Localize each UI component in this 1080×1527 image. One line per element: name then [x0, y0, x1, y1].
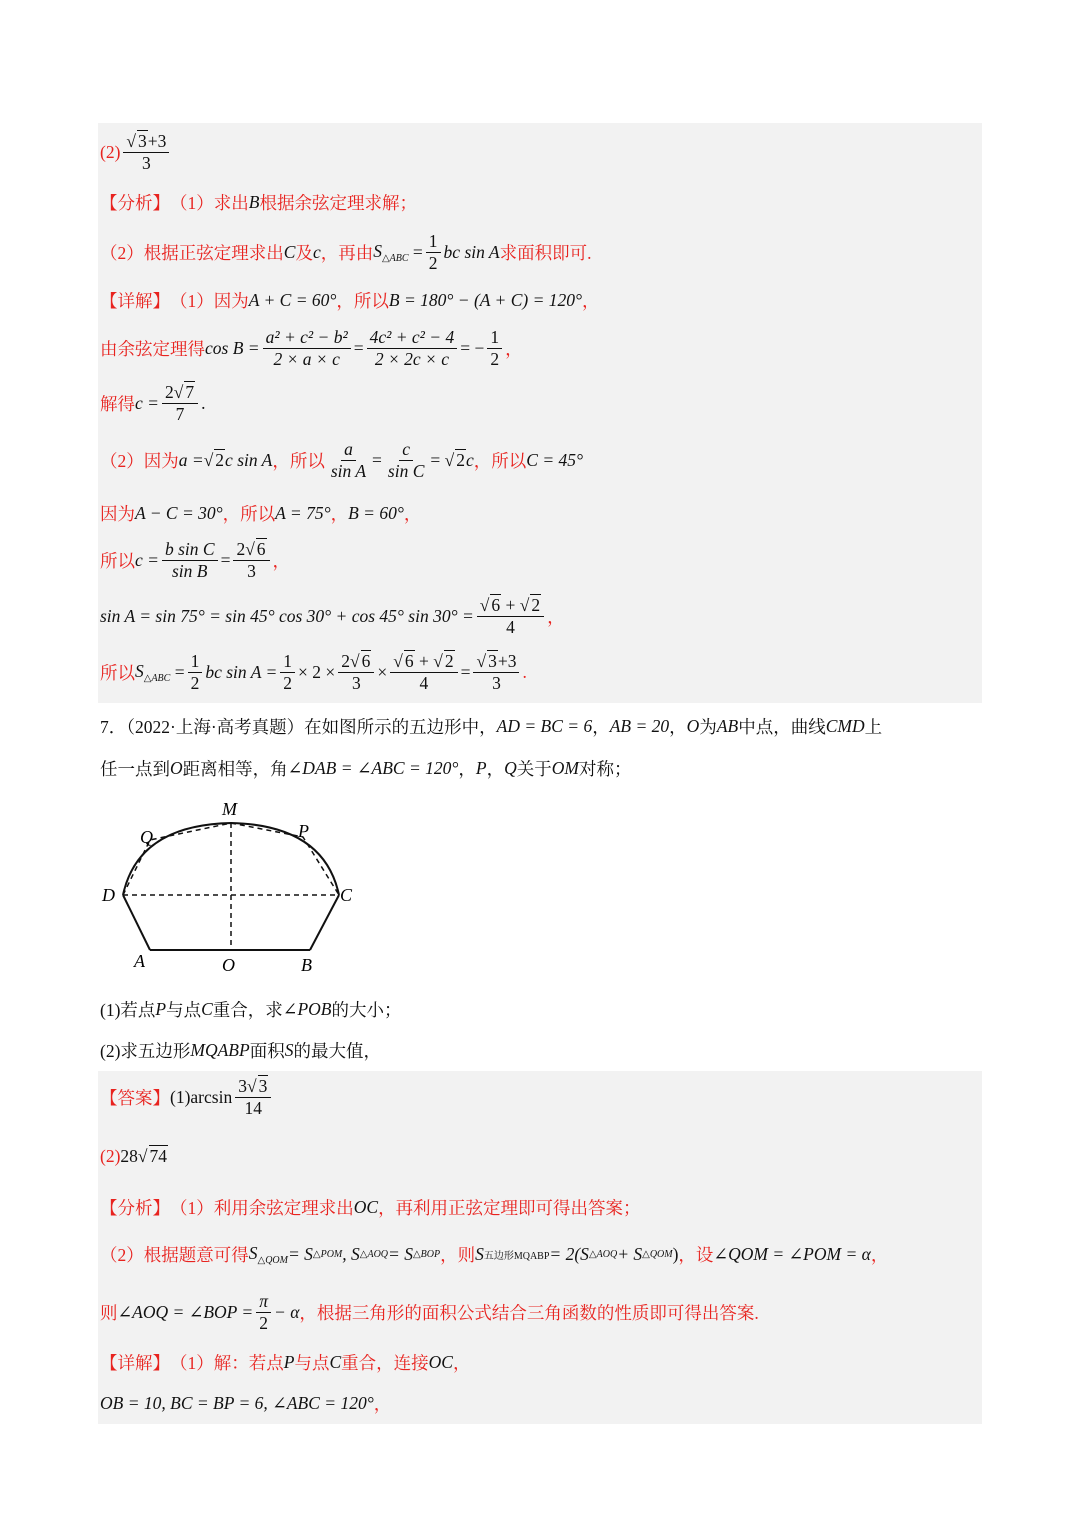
detail-line-5: 因为 A − C = 30° ，所以 A = 75° ， B = 60° ， — [100, 503, 422, 524]
p2-analysis-2: （2）根据题意可得 $S_{\triangle QOM}$ = S △POM , S △AOQ = S △BOP ，则 S 五边形MQABP = 2(S △AOQ + S △QOM ) ，设 ∠QOM = ∠POM = α ， — [100, 1243, 889, 1266]
detail-line-8: 所以 $S_{\triangle ABC}$ = $\frac{1}{2}$ bc sin A = $\frac{1}{2}$ × 2 × $\frac{2√ 6}{3}$ × $\frac{√ 6 + √ 2}{4}$ = $\frac{√ 3+3}{3}$ . — [100, 651, 527, 694]
label-m: M — [222, 799, 237, 819]
label-p: P — [298, 821, 309, 841]
answer-line-2: (2) 28 √ 74 — [100, 1146, 168, 1166]
problem-line-2: 任一点到 O 距离相等，角 ∠DAB = ∠ABC = 120° ， P ， Q 关于 OM 对称； — [100, 758, 632, 779]
problem-line-1: 7．（2022·上海·高考真题）在如图所示的五边形中， AD = BC = 6 ， AB = 20 ， O 为 AB 中点，曲线 CMD 上 — [100, 716, 883, 737]
segment-bc — [310, 895, 339, 950]
question-2: (2)求五边形 MQABP 面积 S 的最大值， — [100, 1040, 381, 1061]
detail-line-4: （2）因为 a = √ 2 c sin A ，所以 $\frac{a}{\text{sin A}}$ = $\frac{c}{\text{sin C}}$ = √ 2 c ，所以 C = 45° — [100, 439, 584, 482]
label-q: Q — [140, 827, 153, 847]
detail-line-6: 所以 c = $\frac{\text{b sin C}}{\text{sin B}}$ = $\frac{2√ 6}{3}$ ， — [100, 539, 291, 582]
analysis-line-2: （2）根据正弦定理求出 C 及 c ，再由 $S_{\triangle ABC}$ = $\frac{1}{2}$ bc sin A 求面积即可. — [100, 231, 592, 274]
detail-line-3: 解得 c = $\frac{2√ 7}{7}$ . — [100, 382, 206, 425]
detail-line-2: 由余弦定理得 cos B = $\frac{\text{a² + c² − b²}}{2 \times a \times c}$ = $\frac{\text{4c² + c² − 4}}{2 \times 2c \times c}$ = − $\frac{1}{2}$ ， — [100, 327, 523, 370]
fraction: $\frac{√ 3+3}{3}$ — [123, 132, 169, 174]
segment-da — [123, 895, 150, 950]
answer-line-1: 【答案】 (1)arcsin $\frac{3√ 3}{14}$ — [100, 1077, 274, 1119]
label-a: A — [134, 951, 145, 971]
analysis-line-1: 【分析】 （1）求出 B 根据余弦定理求解； — [100, 192, 417, 213]
pentagon-figure — [98, 795, 368, 980]
label-c: C — [340, 885, 353, 905]
p2-detail-1: 【详解】 （1）解：若点 P 与点 C 重合，连接 OC ， — [100, 1352, 471, 1373]
label-d: D — [102, 885, 115, 905]
p2-analysis-1: 【分析】 （1）利用余弦定理求出 OC ，再利用正弦定理即可得出答案； — [100, 1197, 641, 1218]
answer-2: (2) $\frac{√ 3+3}{3}$ — [100, 132, 172, 174]
question-1: (1)若点 P 与点 C 重合，求 ∠POB 的大小； — [100, 999, 402, 1020]
label-o: O — [222, 955, 235, 975]
detail-line-1: 【详解】 （1）因为 A + C = 60° ，所以 B = 180° − (A + C) = 120° ， — [100, 290, 600, 311]
p2-analysis-3: 则 ∠AOQ = ∠BOP = $\frac{\pi}{2}$ − α ，根据三角形的面积公式结合三角函数的性质即可得出答案. — [100, 1291, 759, 1334]
detail-line-7: sin A = sin 75° = sin 45° cos 30° + cos 45° sin 30° = $\frac{√ 6 + √ 2}{4}$ ， — [100, 595, 565, 638]
label-b: B — [301, 955, 312, 975]
p2-detail-2: OB = 10, BC = BP = 6, ∠ABC = 120° ， — [100, 1393, 392, 1414]
